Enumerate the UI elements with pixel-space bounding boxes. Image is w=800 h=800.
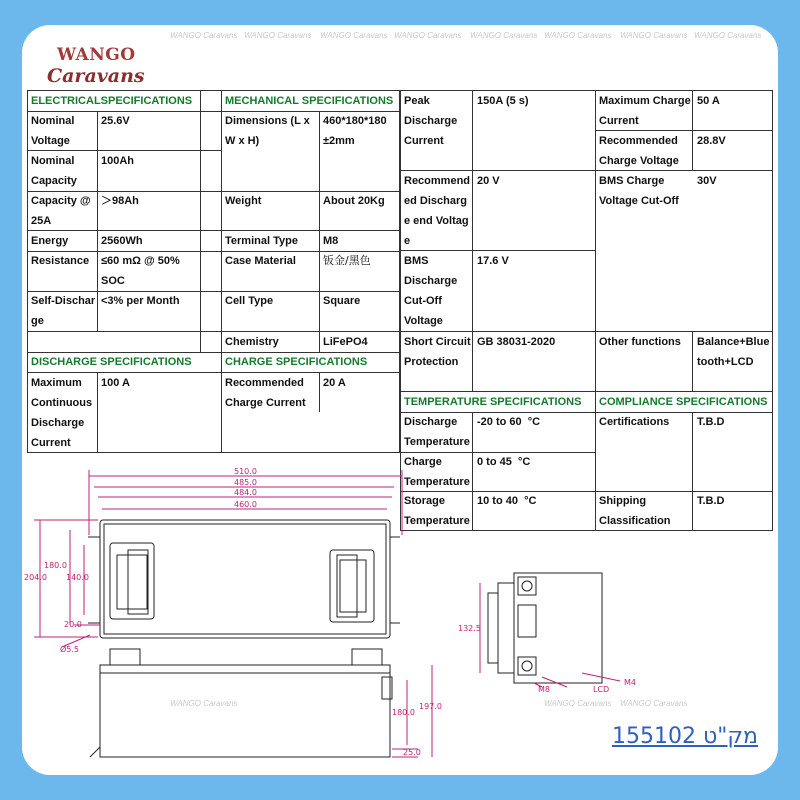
- dimensions-value: 460*180*180 ±2mm: [323, 115, 387, 147]
- callout-m4: M4: [624, 678, 636, 687]
- discharge-header: DISCHARGE SPECIFICATIONS: [31, 356, 192, 368]
- dim-top-2: 485.0: [234, 478, 257, 487]
- dim-side-3: 25.0: [403, 748, 421, 757]
- rec-charge-current-label: Recommended Charge Current: [225, 377, 306, 409]
- max-continuous-label: Maximum Continuous Discharge Current: [31, 377, 93, 449]
- rec-charge-voltage-value: 28.8V: [697, 135, 726, 147]
- dim-top-3: 484.0: [234, 488, 257, 497]
- rec-discharge-end-label: Recommended Discharge end Voltage: [404, 175, 471, 247]
- nominal-voltage-value: 25.6V: [101, 115, 130, 127]
- terminal-label: Terminal Type: [225, 235, 298, 247]
- rec-discharge-end-value: 20 V: [477, 175, 500, 187]
- max-charge-current-value: 50 A: [697, 95, 720, 107]
- callout-m8: M8: [538, 685, 550, 694]
- other-functions-value: Balance+Bluetooth+LCD: [697, 336, 770, 368]
- resistance-label: Resistance: [31, 255, 90, 267]
- watermark: WANGO Caravans: [394, 31, 462, 40]
- shipping-label: Shipping Classification: [599, 495, 671, 527]
- dim-left-1: 204.0: [24, 573, 47, 582]
- part-number-link[interactable]: מק"ט 155102: [612, 724, 758, 749]
- watermark: WANGO Caravans: [170, 31, 238, 40]
- storage-temp-label: Storage Temperature: [404, 495, 470, 527]
- dim-hole: Ø5.5: [60, 645, 80, 654]
- nominal-voltage-label: Nominal Voltage: [31, 115, 75, 147]
- self-discharge-label: Self-Discharge: [31, 295, 96, 327]
- dim-end: 132.5: [458, 624, 481, 633]
- self-discharge-value: <3% per Month: [101, 295, 180, 307]
- chemistry-label: Chemistry: [225, 336, 279, 348]
- weight-value: About 20Kg: [323, 195, 385, 207]
- watermark: WANGO Caravans: [244, 31, 312, 40]
- shipping-value: T.B.D: [697, 495, 725, 507]
- dim-top-4: 460.0: [234, 500, 257, 509]
- brand-line1: WANGO: [57, 45, 136, 65]
- other-functions-label: Other functions: [599, 336, 681, 348]
- short-circuit-label: Short Circuit Protection: [404, 336, 471, 368]
- watermark: WANGO Caravans: [694, 31, 762, 40]
- bms-charge-cutoff-value: 30V: [697, 175, 717, 187]
- battery-technical-drawing: [22, 25, 778, 775]
- peak-discharge-value: 150A (5 s): [477, 95, 529, 107]
- watermark: WANGO Caravans: [544, 31, 612, 40]
- discharge-temp-label: Discharge Temperature: [404, 416, 470, 448]
- bms-discharge-cutoff-label: BMS Discharge Cut-Off Voltage: [404, 255, 458, 327]
- bms-discharge-cutoff-value: 17.6 V: [477, 255, 509, 267]
- watermark: WANGO Caravans: [170, 699, 238, 708]
- dim-side-2: 180.0: [392, 708, 415, 717]
- short-circuit-value: GB 38031-2020: [477, 336, 556, 348]
- spec-sheet-card: [22, 25, 778, 775]
- rec-charge-voltage-label: Recommended Charge Voltage: [599, 135, 679, 167]
- dim-left-3: 140.0: [66, 573, 89, 582]
- dimensions-label: Dimensions (L x W x H): [225, 115, 310, 147]
- case-label: Case Material: [225, 255, 296, 267]
- max-charge-current-label: Maximum Charge Current: [599, 95, 691, 127]
- certifications-label: Certifications: [599, 416, 670, 428]
- capacity-25a-label: Capacity @ 25A: [31, 195, 91, 227]
- temperature-header: TEMPERATURE SPECIFICATIONS: [404, 396, 582, 408]
- watermark: WANGO Caravans: [320, 31, 388, 40]
- rec-charge-current-value: 20 A: [323, 377, 346, 389]
- nominal-capacity-label: Nominal Capacity: [31, 155, 77, 187]
- terminal-value: M8: [323, 235, 339, 247]
- charge-temp-label: Charge Temperature: [404, 456, 470, 488]
- brand-line2: Caravans: [47, 65, 145, 87]
- callout-lcd: LCD: [593, 685, 610, 694]
- dim-left-2: 180.0: [44, 561, 67, 570]
- watermark: WANGO Caravans: [620, 699, 688, 708]
- dim-20: 20.0: [64, 620, 82, 629]
- discharge-temp-value: -20 to 60 °C: [477, 416, 541, 428]
- bms-charge-cutoff-label: BMS Charge Voltage Cut-Off: [599, 175, 679, 207]
- compliance-header: COMPLIANCE SPECIFICATIONS: [599, 396, 768, 408]
- watermark: WANGO Caravans: [544, 699, 612, 708]
- watermark: WANGO Caravans: [470, 31, 538, 40]
- peak-discharge-label: Peak Discharge Current: [404, 95, 458, 147]
- energy-label: Energy: [31, 235, 69, 247]
- max-continuous-value: 100 A: [101, 377, 130, 389]
- weight-label: Weight: [225, 195, 262, 207]
- certifications-value: T.B.D: [697, 416, 725, 428]
- capacity-25a-value: ＞98Ah: [101, 195, 139, 207]
- case-value: 钣金/黑色: [323, 254, 371, 267]
- chemistry-value: LiFePO4: [323, 336, 368, 348]
- energy-value: 2560Wh: [101, 235, 143, 247]
- dim-top-1: 510.0: [234, 467, 257, 476]
- storage-temp-value: 10 to 40 °C: [477, 495, 537, 507]
- mechanical-header: MECHANICAL SPECIFICATIONS: [225, 95, 394, 107]
- cell-type-label: Cell Type: [225, 295, 274, 307]
- watermark: WANGO Caravans: [620, 31, 688, 40]
- electrical-header: ELECTRICALSPECIFICATIONS: [31, 95, 193, 107]
- cell-type-value: Square: [323, 295, 361, 307]
- dim-side-1: 197.0: [419, 702, 442, 711]
- charge-header: CHARGE SPECIFICATIONS: [225, 356, 368, 368]
- charge-temp-value: 0 to 45 °C: [477, 456, 531, 468]
- resistance-value: ≤60 mΩ @ 50% SOC: [101, 255, 180, 287]
- nominal-capacity-value: 100Ah: [101, 155, 135, 167]
